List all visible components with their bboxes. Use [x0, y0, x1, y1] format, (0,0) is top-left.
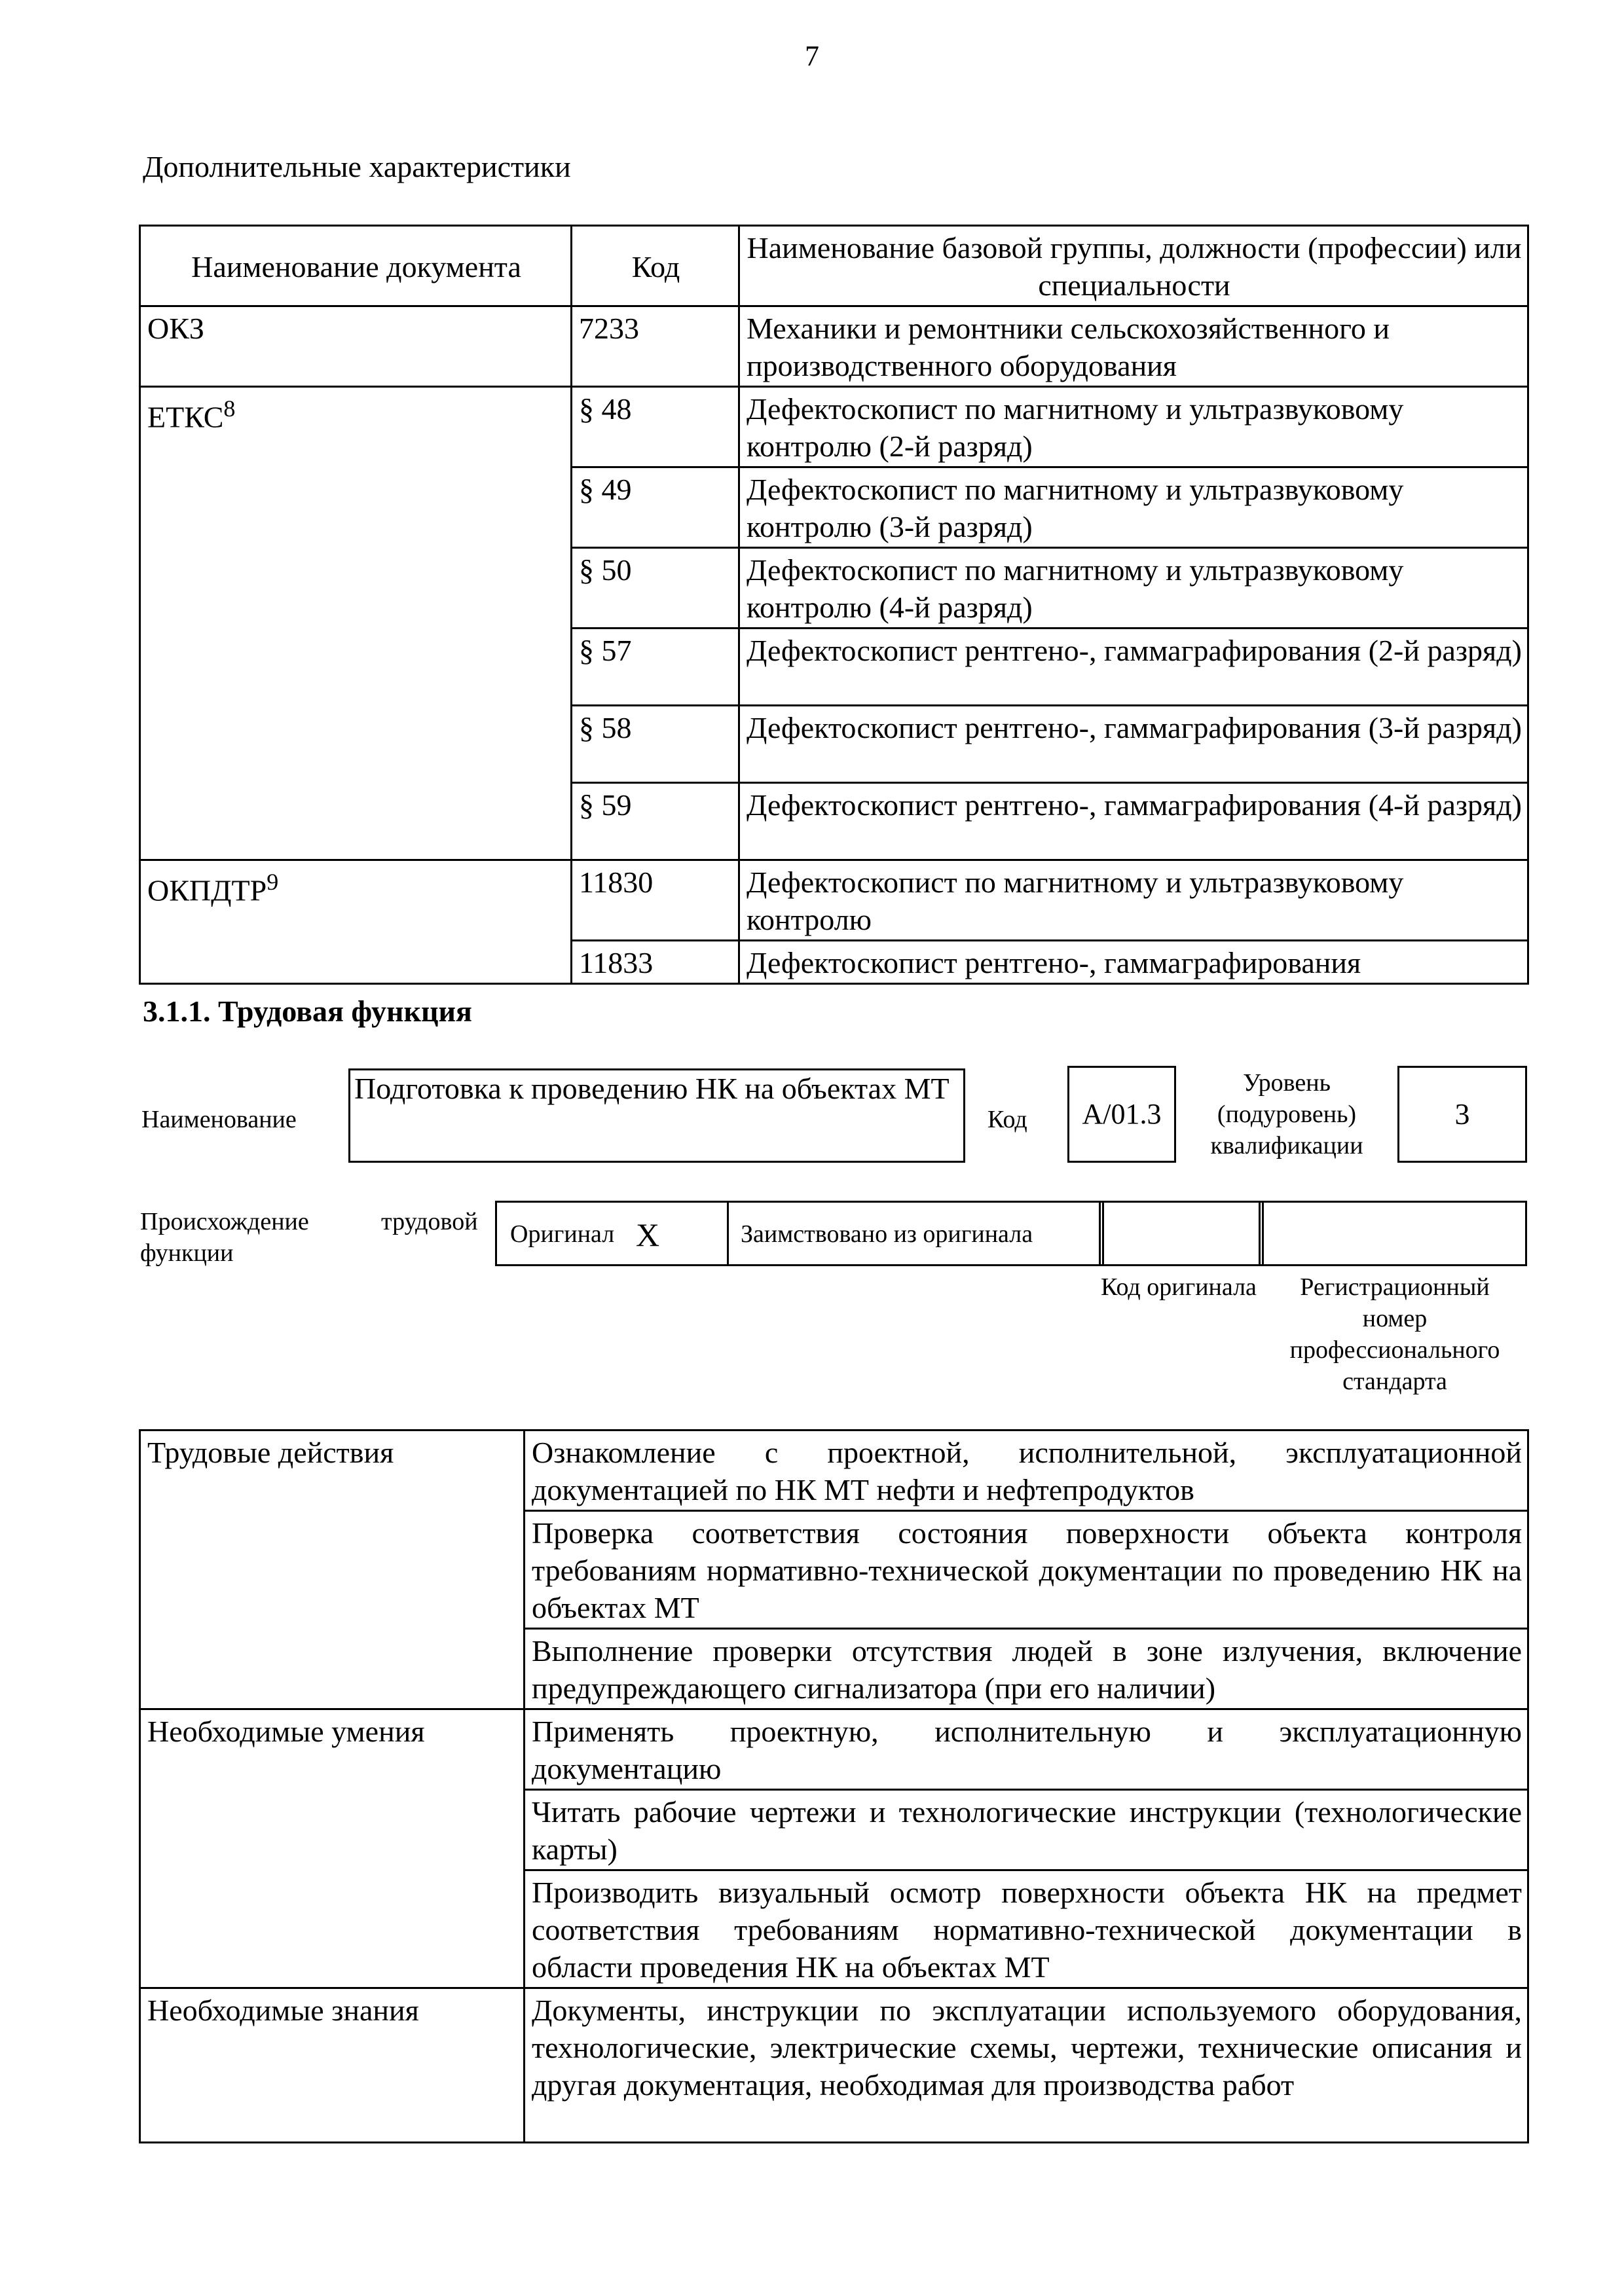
skills-label: Необходимые умения	[140, 1709, 525, 1988]
table-row	[140, 1430, 1528, 1511]
knowledge-label: Необходимые знания	[140, 1988, 525, 2143]
name-cell: Дефектоскопист рентгено-, гаммаграфирования (4-й разряд)	[739, 783, 1528, 860]
code-cell: § 57	[572, 629, 739, 706]
function-name-value: Подготовка к проведению НК на объектах МТ	[348, 1068, 965, 1163]
page-number: 7	[805, 40, 819, 72]
name-cell: Механики и ремонтники сельскохозяйственного и производственного оборудования	[739, 306, 1528, 387]
doc-cell	[140, 860, 572, 984]
header-code: Код	[572, 226, 739, 306]
action-item: Выполнение проверки отсутствия людей в зоне излучения, включение предупреждающего сигнализатора (при его наличии)	[525, 1629, 1528, 1709]
original-cell	[497, 1203, 729, 1264]
name-cell: Дефектоскопист рентгено-, гаммаграфирования	[739, 941, 1528, 984]
skill-item: Производить визуальный осмотр поверхности объекта НК на предмет соответствия требованиям нормативно-технической документации в области проведения НК на объектах МТ	[525, 1870, 1528, 1988]
function-details-table	[139, 1429, 1529, 2143]
divider	[1102, 1203, 1104, 1264]
skill-item: Применять проектную, исполнительную и эксплуатационную документацию	[525, 1709, 1528, 1790]
characteristics-table	[139, 225, 1529, 985]
name-cell: Дефектоскопист по магнитному и ультразвуковому контролю	[739, 860, 1528, 941]
name-cell: Дефектоскопист по магнитному и ультразвуковому контролю (4-й разряд)	[739, 548, 1528, 629]
origin-box	[495, 1201, 1527, 1266]
name-label: Наименование	[141, 1106, 297, 1133]
level-label: Уровень (подуровень) квалификации	[1210, 1069, 1363, 1159]
table-row	[140, 860, 1528, 941]
orig-code-caption: Код оригинала	[1101, 1273, 1257, 1301]
origin-label-a: Происхождение	[140, 1208, 309, 1235]
section-title: Дополнительные характеристики	[143, 150, 571, 183]
origin-label-b: трудовой	[381, 1208, 478, 1235]
origin-label-c: функции	[140, 1239, 234, 1267]
divider	[1099, 1201, 1101, 1266]
doc-cell: ОКЗ	[140, 306, 572, 387]
name-cell: Дефектоскопист по магнитному и ультразвуковому контролю (2-й разряд)	[739, 387, 1528, 467]
table-row	[140, 1988, 1528, 2143]
doc-name: ЕТКС	[147, 400, 224, 434]
code-cell: 7233	[572, 306, 739, 387]
code-cell: § 59	[572, 783, 739, 860]
footnote-ref: 8	[223, 395, 236, 422]
actions-label: Трудовые действия	[140, 1430, 525, 1709]
divider	[1262, 1203, 1264, 1264]
table-row	[140, 306, 1528, 387]
code-label: Код	[987, 1106, 1027, 1133]
doc-name: ОКПДТР	[147, 873, 267, 907]
name-cell: Дефектоскопист рентгено-, гаммаграфирования (2-й разряд)	[739, 629, 1528, 706]
header-name: Наименование базовой группы, должности (профессии) или специальности	[739, 226, 1528, 306]
table-header-row	[140, 226, 1528, 306]
function-heading: 3.1.1. Трудовая функция	[143, 994, 472, 1028]
table-row	[140, 387, 1528, 467]
action-item: Проверка соответствия состояния поверхности объекта контроля требованиям нормативно-технической документации по проведению НК на объектах МТ	[525, 1511, 1528, 1629]
code-cell: § 58	[572, 706, 739, 783]
name-cell: Дефектоскопист по магнитному и ультразвуковому контролю (3-й разряд)	[739, 467, 1528, 548]
original-mark: X	[636, 1216, 660, 1253]
code-cell: § 50	[572, 548, 739, 629]
code-cell: 11833	[572, 941, 739, 984]
action-item: Ознакомление с проектной, исполнительной, эксплуатационной документацией по НК МТ нефти и нефтепродуктов	[525, 1430, 1528, 1511]
function-code-value: А/01.3	[1067, 1066, 1176, 1163]
header-document: Наименование документа	[140, 226, 572, 306]
reg-number-caption: Регистрационный номер профессионального стандарта	[1289, 1273, 1500, 1395]
name-cell: Дефектоскопист рентгено-, гаммаграфирования (3-й разряд)	[739, 706, 1528, 783]
table-row	[140, 1709, 1528, 1790]
footnote-ref: 9	[267, 869, 279, 895]
code-cell: § 49	[572, 467, 739, 548]
doc-cell	[140, 387, 572, 860]
borrowed-label: Заимствовано из оригинала	[741, 1220, 1033, 1248]
code-cell: § 48	[572, 387, 739, 467]
original-label: Оригинал	[510, 1220, 615, 1248]
skill-item: Читать рабочие чертежи и технологические инструкции (технологические карты)	[525, 1790, 1528, 1870]
level-value: 3	[1397, 1066, 1527, 1163]
code-cell: 11830	[572, 860, 739, 941]
divider	[1259, 1201, 1261, 1266]
knowledge-item: Документы, инструкции по эксплуатации используемого оборудования, технологические, электрические схемы, чертежи, технические описания и другая документация, необходимая для производства работ	[525, 1988, 1528, 2143]
